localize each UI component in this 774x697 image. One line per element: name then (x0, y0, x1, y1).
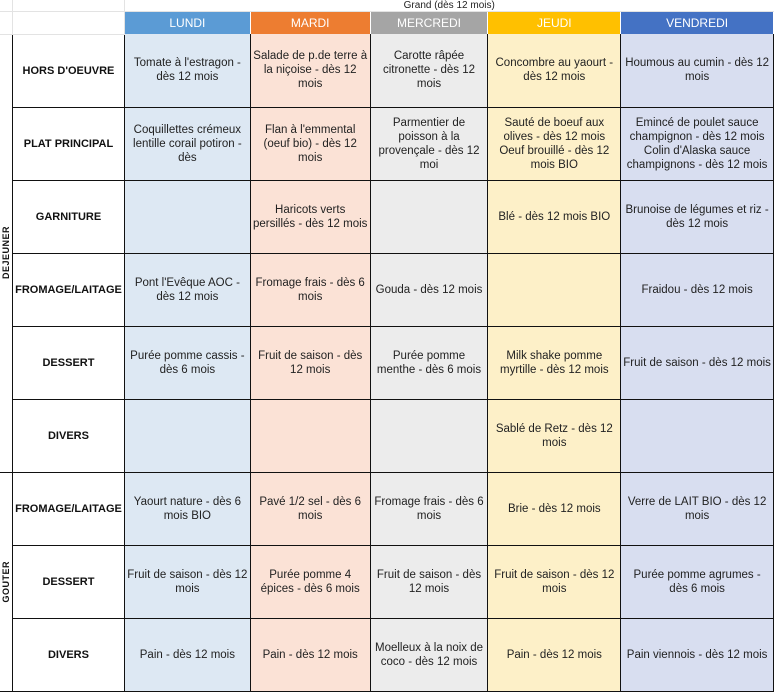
meal-group-label: GOUTER (0, 560, 11, 603)
menu-cell-mardi[interactable]: Salade de p.de terre à la niçoise - dès 12 mois (250, 34, 370, 107)
course-label: DESSERT (12, 545, 124, 618)
menu-cell-vendredi[interactable]: Fraidou - dès 12 mois (621, 253, 774, 326)
meal-group-label: DEJEUNER (0, 226, 11, 280)
menu-cell-jeudi[interactable]: Blé - dès 12 mois BIO (488, 180, 621, 253)
menu-cell-mercredi[interactable]: Fromage frais - dès 6 mois (370, 472, 488, 545)
menu-cell-mardi[interactable]: Purée pomme 4 épices - dès 6 mois (250, 545, 370, 618)
menu-cell-mardi[interactable] (250, 399, 370, 472)
menu-cell-vendredi[interactable]: Fruit de saison - dès 12 mois (621, 326, 774, 399)
menu-cell-lundi[interactable]: Tomate à l'estragon - dès 12 mois (124, 34, 250, 107)
course-label: PLAT PRINCIPAL (12, 107, 124, 180)
menu-cell-vendredi[interactable]: Brunoise de légumes et riz - dès 12 mois (621, 180, 774, 253)
menu-row (0, 545, 774, 618)
title-row (0, 0, 774, 12)
menu-cell-vendredi[interactable]: Emincé de poulet sauce champignon - dès 12 mois Colin d'Alaska sauce champignons - dès 12 mois (621, 107, 774, 180)
menu-cell-lundi[interactable]: Pont l'Evêque AOC - dès 12 mois (124, 253, 250, 326)
course-label: DESSERT (12, 326, 124, 399)
menu-cell-lundi[interactable] (124, 399, 250, 472)
day-header-lundi[interactable]: LUNDI (124, 12, 250, 35)
menu-cell-mercredi[interactable]: Gouda - dès 12 mois (370, 253, 488, 326)
sheet-title: Grand (dès 12 mois) (124, 0, 773, 12)
blank-cell (0, 12, 12, 35)
menu-cell-vendredi[interactable] (621, 399, 774, 472)
menu-cell-mercredi[interactable]: Purée pomme menthe - dès 6 mois (370, 326, 488, 399)
menu-cell-vendredi[interactable]: Pain viennois - dès 12 mois (621, 618, 774, 691)
menu-cell-jeudi[interactable]: Milk shake pomme myrtille - dès 12 mois (488, 326, 621, 399)
menu-cell-mardi[interactable]: Fromage frais - dès 6 mois (250, 253, 370, 326)
menu-cell-jeudi[interactable]: Sablé de Retz - dès 12 mois (488, 399, 621, 472)
menu-cell-lundi[interactable]: Coquillettes crémeux lentille corail potiron - dès (124, 107, 250, 180)
menu-cell-jeudi[interactable]: Fruit de saison - dès 12 mois (488, 545, 621, 618)
menu-cell-jeudi[interactable] (488, 253, 621, 326)
menu-cell-jeudi[interactable]: Concombre au yaourt - dès 12 mois (488, 34, 621, 107)
menu-cell-vendredi[interactable]: Houmous au cumin - dès 12 mois (621, 34, 774, 107)
course-label: FROMAGE/LAITAGE (12, 253, 124, 326)
menu-cell-lundi[interactable]: Fruit de saison - dès 12 mois (124, 545, 250, 618)
menu-cell-mercredi[interactable]: Moelleux à la noix de coco - dès 12 mois (370, 618, 488, 691)
course-label: GARNITURE (12, 180, 124, 253)
blank-cell (0, 0, 12, 12)
day-header-mardi[interactable]: MARDI (250, 12, 370, 35)
menu-cell-mardi[interactable]: Pavé 1/2 sel - dès 6 mois (250, 472, 370, 545)
blank-cell (12, 12, 124, 35)
day-header-row (0, 12, 774, 35)
menu-row (0, 34, 774, 107)
menu-cell-vendredi[interactable]: Verre de LAIT BIO - dès 12 mois (621, 472, 774, 545)
menu-cell-mercredi[interactable]: Fruit de saison - dès 12 mois (370, 545, 488, 618)
menu-cell-lundi[interactable]: Purée pomme cassis - dès 6 mois (124, 326, 250, 399)
menu-cell-mercredi[interactable] (370, 399, 488, 472)
meal-group-dejeuner (0, 34, 12, 472)
menu-row (0, 180, 774, 253)
menu-row (0, 107, 774, 180)
menu-cell-lundi[interactable] (124, 180, 250, 253)
menu-row (0, 399, 774, 472)
menu-cell-mercredi[interactable] (370, 180, 488, 253)
menu-row (0, 253, 774, 326)
blank-cell (12, 0, 124, 12)
menu-cell-mardi[interactable]: Haricots verts persillés - dès 12 mois (250, 180, 370, 253)
menu-cell-jeudi[interactable]: Sauté de boeuf aux olives - dès 12 mois Oeuf brouillé - dès 12 mois BIO (488, 107, 621, 180)
meal-group-gouter (0, 472, 12, 691)
menu-cell-jeudi[interactable]: Pain - dès 12 mois (488, 618, 621, 691)
menu-cell-lundi[interactable]: Yaourt nature - dès 6 mois BIO (124, 472, 250, 545)
menu-cell-mardi[interactable]: Fruit de saison - dès 12 mois (250, 326, 370, 399)
course-label: HORS D'OEUVRE (12, 34, 124, 107)
course-label: FROMAGE/LAITAGE (12, 472, 124, 545)
course-label: DIVERS (12, 618, 124, 691)
menu-row (0, 618, 774, 691)
day-header-vendredi[interactable]: VENDREDI (621, 12, 774, 35)
menu-cell-mercredi[interactable]: Parmentier de poisson à la provençale - dès 12 moi (370, 107, 488, 180)
course-label: DIVERS (12, 399, 124, 472)
day-header-jeudi[interactable]: JEUDI (488, 12, 621, 35)
day-header-mercredi[interactable]: MERCREDI (370, 12, 488, 35)
menu-cell-vendredi[interactable]: Purée pomme agrumes - dès 6 mois (621, 545, 774, 618)
menu-row (0, 472, 774, 545)
menu-cell-jeudi[interactable]: Brie - dès 12 mois (488, 472, 621, 545)
menu-cell-mardi[interactable]: Flan à l'emmental (oeuf bio) - dès 12 mois (250, 107, 370, 180)
menu-cell-mercredi[interactable]: Carotte râpée citronette - dès 12 mois (370, 34, 488, 107)
menu-cell-mardi[interactable]: Pain - dès 12 mois (250, 618, 370, 691)
menu-cell-lundi[interactable]: Pain - dès 12 mois (124, 618, 250, 691)
menu-row (0, 326, 774, 399)
